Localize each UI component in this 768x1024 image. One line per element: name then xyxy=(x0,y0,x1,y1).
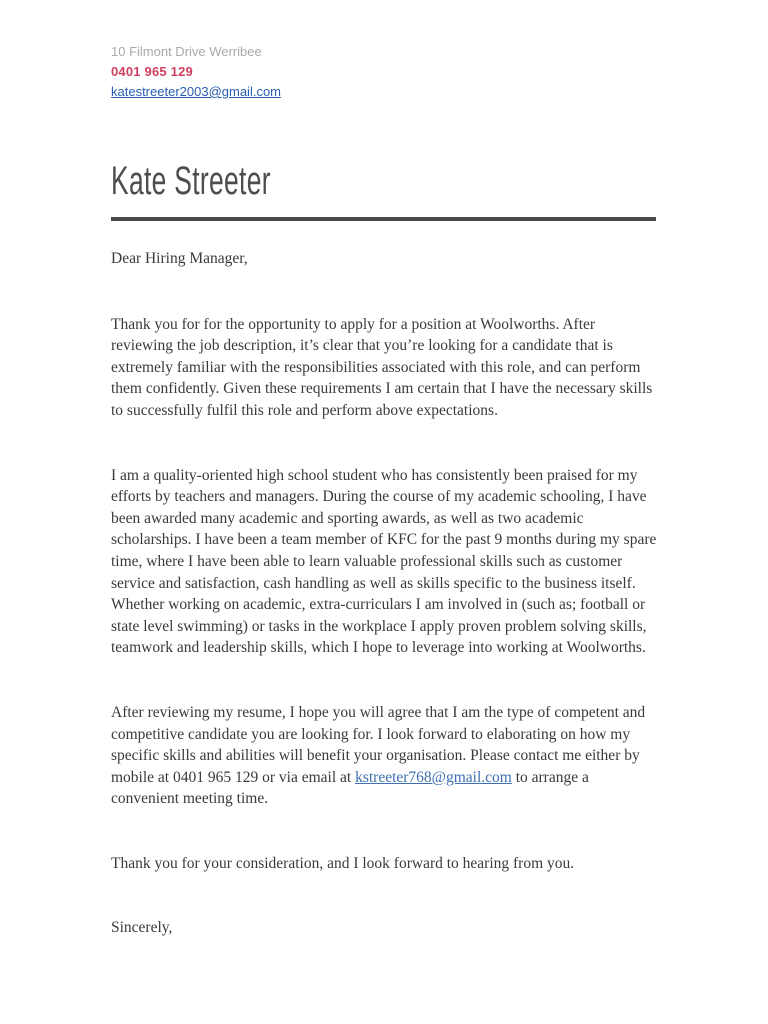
title-divider xyxy=(111,217,656,221)
signoff: Sincerely, xyxy=(111,919,173,937)
salutation: Dear Hiring Manager, xyxy=(111,250,248,267)
paragraph-intro: Thank you for for the opportunity to apply for a position at Woolworths. After reviewing the job description, it’s clear that you’re looking for a candidate that is extremely familiar with the responsibilities associated with this role, and can perform them confidently. Given these requirements I am certain that I have the necessary skills to successfully fulfil this role and perform above expectations. xyxy=(111,315,653,419)
phone-number: 0401 965 129 xyxy=(111,64,193,79)
header-email-link[interactable]: katestreeter2003@gmail.com xyxy=(111,84,281,99)
body-email-link[interactable]: kstreeter768@gmail.com xyxy=(355,768,512,786)
paragraph-contact-text-before: After reviewing my resume, I hope you will agree that I am the type of competent and competitive candidate you are looking for. I look forward to elaborating on how my specific skills and abilities will benefit your organisation. Please contact me either by mobile at 0401 965 129 or via email at xyxy=(111,703,646,786)
letter-body xyxy=(111,248,657,939)
closing-thanks: Thank you for your consideration, and I look forward to hearing from you. xyxy=(111,854,575,872)
paragraph-experience: I am a quality-oriented high school student who has consistently been praised for my efforts by teachers and managers. During the course of my academic schooling, I have been awarded many academic and sporting awards, as well as two academic scholarships. I have been a team member of KFC for the past 9 months during my spare time, where I have been able to learn valuable professional skills such as customer service and satisfaction, cash handling as well as skills specific to the business itself. Whether working on academic, extra-curriculars I am involved in (such as; football or state level swimming) or tasks in the workplace I apply proven problem solving skills, teamwork and leadership skills, which I hope to leverage into working at Woolworths. xyxy=(111,466,657,657)
paragraph-contact-text-after: to arrange a convenient meeting time. xyxy=(111,768,589,808)
contact-header xyxy=(111,42,656,102)
address-line: 10 Filmont Drive Werribee xyxy=(111,44,262,59)
page-title: Kate Streeter xyxy=(111,159,271,203)
paragraph-contact xyxy=(111,702,657,810)
